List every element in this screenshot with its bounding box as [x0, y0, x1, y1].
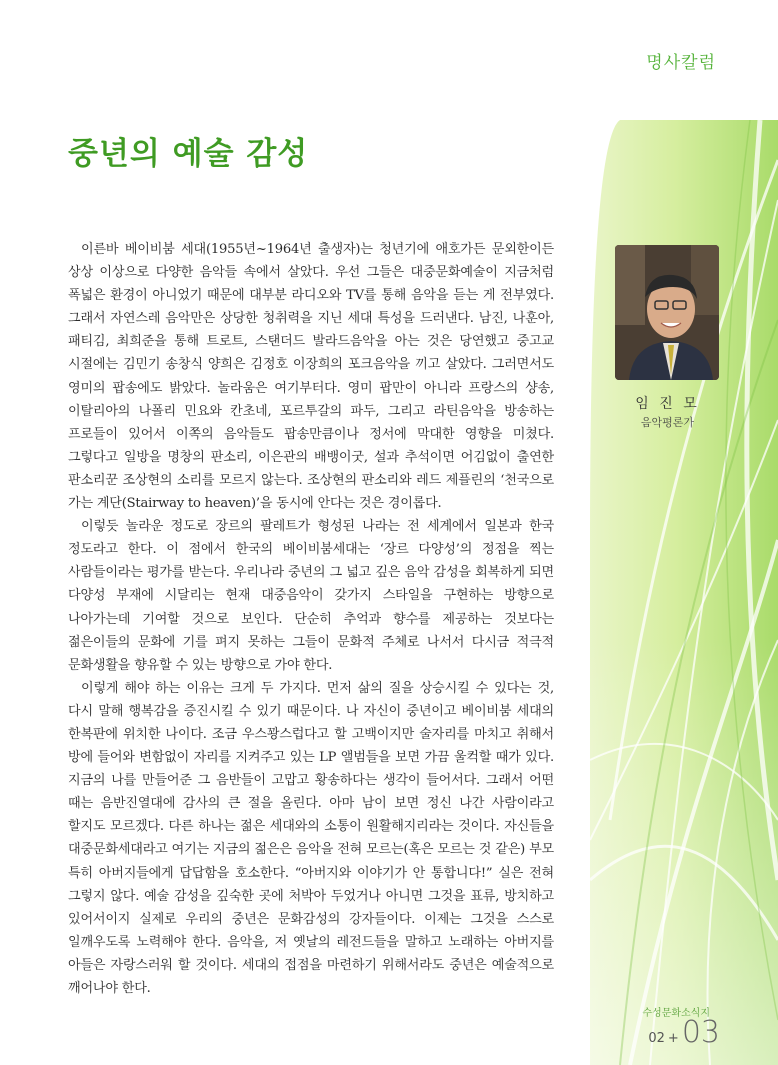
- page-separator: +: [667, 1031, 679, 1046]
- article-paragraph: 이른바 베이비붐 세대(1955년~1964년 출생자)는 청년기에 애호가든 문외한이든 상상 이상으로 다양한 음악들 속에서 살았다. 우선 그들은 대중문화예술이 지금처럼 폭넓은 환경이 아니었기 때문에 대부분 라디오와 TV를 통해 음악을 듣는 게 전부였다. 그래서 자연스레 음악만은 상당한 청취력을 지닌 세대 특성을 드러낸다. 남진, 나훈아, 패티김, 최희준을 통해 트로트, 스탠더드 발라드음악을 아는 것은 당연했고 중고교 시절에는 김민기 송창식 양희은 김정호 이장희의 포크음악을 끼고 살았다. 그러면서도 영미의 팝송에도 밝았다. 놀라움은 여기부터다. 영미 팝만이 아니라 프랑스의 샹송, 이탈리아의 나폴리 민요와 칸초네, 포르투갈의 파두, 그리고 라틴음악을 방송하는 프로들이 있어서 이쪽의 음악들도 팝송만큼이나 정서에 막대한 영향을 미쳤다. 그렇다고 일방을 명창의 판소리, 이은관의 배뱅이굿, 설과 추석이면 어김없이 출연한 판소리꾼 조상현의 소리를 모르지 않는다. 조상현의 판소리와 레드 제플린의 ‘천국으로 가는 계단(Stairway to heaven)’을 동시에 안다는 것은 경이롭다.: [68, 242, 554, 512]
- page-number: [648, 1015, 720, 1050]
- author-role: 음악평론가: [640, 416, 695, 429]
- author-photo: [615, 245, 719, 380]
- section-label: 명사칼럼: [646, 53, 716, 73]
- article-paragraph: 이렇듯 놀라운 정도로 장르의 팔레트가 형성된 나라는 전 세계에서 일본과 한국 정도라고 한다. 이 점에서 한국의 베이비붐세대는 ‘장르 다양성’의 정점을 찍는 사람들이라는 평가를 받는다. 우리나라 중년의 그 넓고 깊은 음악 감성을 회복하게 되면 다양성 부재에 시달리는 현재 대중음악이 갖가지 스타일을 구현하는 방향으로 나아가는데 기여할 것으로 보인다. 단순히 추억과 향수를 제공하는 것보다는 젊은이들의 문화에 기를 펴지 못하는 그들이 문화적 주체로 나서서 다시금 적극적 문화생활을 향유할 수 있는 방향으로 가야 한다.: [68, 519, 554, 673]
- article-paragraph: 이렇게 해야 하는 이유는 크게 두 가지다. 먼저 삶의 질을 상승시킬 수 있다는 것, 다시 말해 행복감을 증진시킬 수 있기 때문이다. 나 자신이 중년이고 베이비붐 세대의 한복판에 위치한 나이다. 조금 우스꽝스럽다고 할 고백이지만 술자리를 마치고 취해서 방에 들어와 변함없이 자리를 지켜주고 있는 LP 앨범들을 보면 가끔 울컥할 때가 있다. 지금의 나를 만들어준 그 음반들이 고맙고 황송하다는 생각이 들어서다. 그래서 어떤 때는 음반진열대에 감사의 큰 절을 올린다. 아마 남이 보면 정신 나간 사람이라고 할지도 모르겠다. 다른 하나는 젊은 세대와의 소통이 원활해지리라는 것이다. 자신들을 대중문화세대라고 여기는 지금의 젊은은 음악을 전혀 모르는(혹은 모르는 것 같은) 부모 특히 아버지들에게 답답함을 호소한다. “아버지와 이야기가 안 통합니다!” 실은 전혀 그렇지 않다. 예술 감성을 깊숙한 곳에 처박아 두었거나 아니면 그것을 표류, 방치하고 있어서이지 실제로 우리의 중년은 문화감성의 강자들이다. 이제는 그것을 스스로 일깨우도록 노력해야 한다. 음악을, 저 옛날의 레전드들을 말하고 노래하는 아버지를 아들은 자랑스러워 할 것이다. 세대의 접점을 마련하기 위해서라도 중년은 예술적으로 깨어나야 한다.: [68, 680, 554, 996]
- publication-name: 수성문화소식지: [642, 1008, 710, 1019]
- article-title: 중년의 예술 감성: [68, 136, 309, 172]
- page-number-left: 02: [648, 1031, 665, 1046]
- page-number-right: 03: [681, 1015, 720, 1050]
- author-name: 임 진 모: [635, 396, 700, 412]
- article-body: [68, 238, 554, 1000]
